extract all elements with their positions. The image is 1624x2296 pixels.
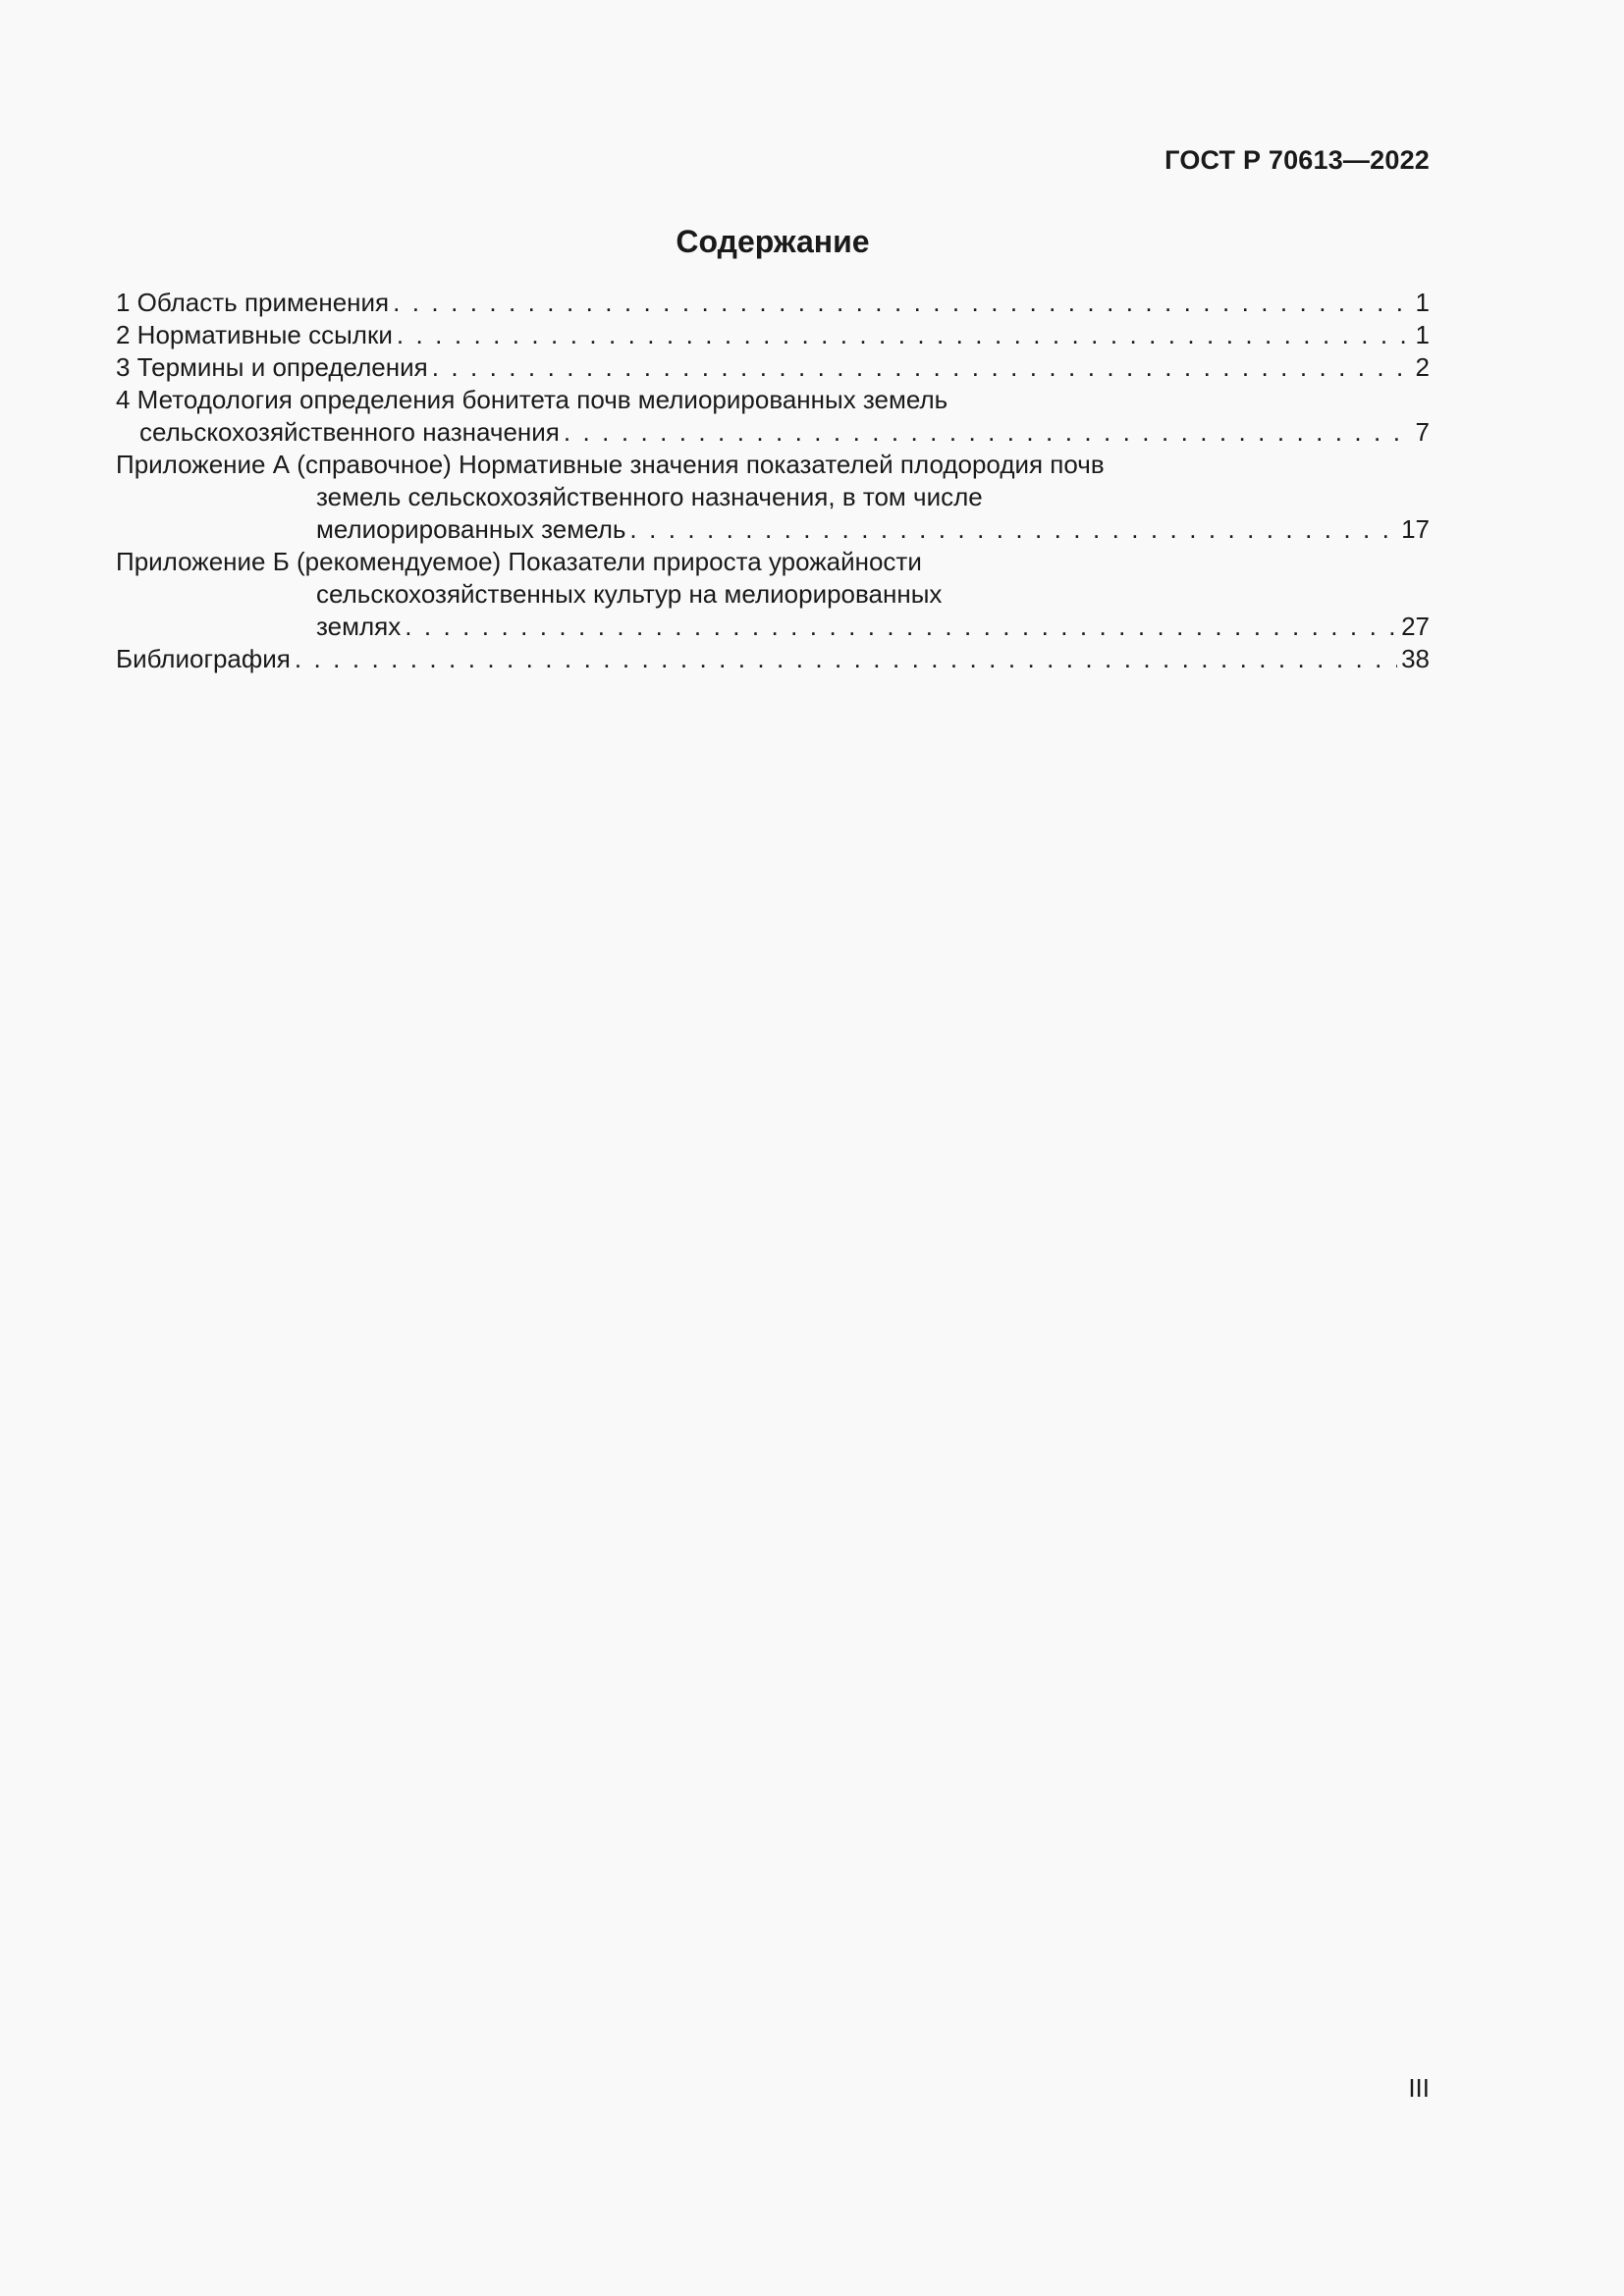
toc-entry-appendix-a[interactable] [116,449,1430,546]
toc-entry-text: Библиография [116,644,291,673]
toc-entry-text-line: землях [316,612,402,641]
toc-leader-dots [295,643,1397,675]
toc-entry-text-line: мелиорированных земель [316,514,626,544]
toc-entry-page: 2 [1415,352,1430,382]
document-code: ГОСТ Р 70613—2022 [1164,145,1430,175]
toc-entry-text: 3 Термины и определения [116,352,428,382]
toc-entry-text-line: сельскохозяйственных культур на мелиорированных [316,579,943,609]
toc-leader-dots [397,319,1412,351]
toc-entry-text-line: сельскохозяйственного назначения [139,417,560,447]
toc-entry-page: 1 [1415,288,1430,317]
table-of-contents [116,287,1430,675]
toc-entry-normative-references[interactable] [116,319,1430,351]
toc-entry-text-line: земель сельскохозяйственного назначения, в том числе [316,482,983,511]
toc-entry-text-line: Приложение А (справочное) Нормативные значения показателей плодородия почв [116,450,1105,479]
toc-entry-text: 1 Область применения [116,288,390,317]
toc-entry-page: 17 [1401,514,1430,544]
toc-entry-terms[interactable] [116,351,1430,384]
toc-entry-page: 1 [1415,320,1430,349]
toc-leader-dots [432,351,1412,384]
toc-leader-dots [393,287,1411,319]
toc-leader-dots [629,513,1397,546]
toc-entry-methodology[interactable] [116,384,1430,449]
toc-entry-bibliography[interactable] [116,643,1430,675]
toc-entry-text: 2 Нормативные ссылки [116,320,393,349]
toc-leader-dots [564,416,1412,449]
toc-entry-page: 7 [1415,417,1430,447]
toc-leader-dots [405,611,1397,643]
toc-entry-page: 38 [1401,644,1430,673]
toc-entry-text-line: Приложение Б (рекомендуемое) Показатели прироста урожайности [116,547,922,576]
toc-entry-text-line: 4 Методология определения бонитета почв мелиорированных земель [116,385,948,414]
page-number: III [1408,2073,1430,2103]
toc-entry-page: 27 [1401,612,1430,641]
toc-title: Содержание [676,224,870,259]
toc-entry-appendix-b[interactable] [116,546,1430,643]
toc-entry-scope[interactable] [116,287,1430,319]
